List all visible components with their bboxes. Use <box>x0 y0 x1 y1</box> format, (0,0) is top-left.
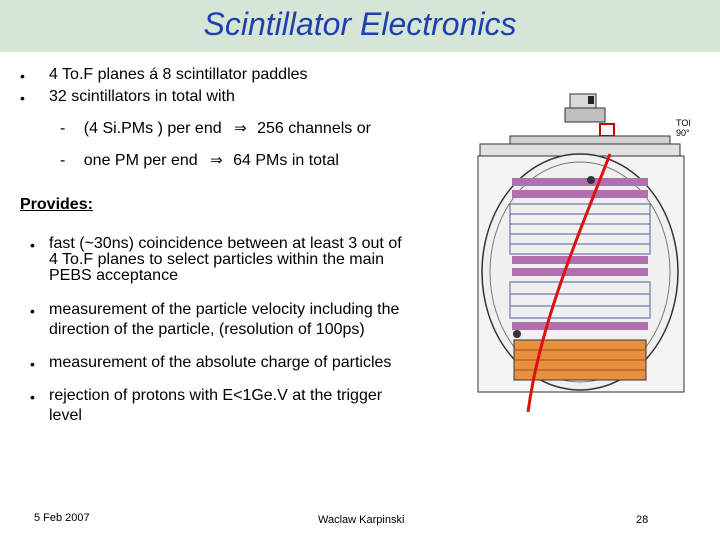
footer-author: Waclaw Karpinski <box>318 514 405 526</box>
top-plate <box>510 136 670 144</box>
intro-bullet: 32 scintillators in total with <box>49 88 235 105</box>
connector <box>600 124 614 136</box>
connector <box>588 96 594 104</box>
bullet-glyph: • <box>30 356 35 372</box>
paddle-row <box>512 322 648 330</box>
pm-housing <box>565 108 605 122</box>
provides-item <box>49 355 391 371</box>
hit-point <box>587 176 595 184</box>
bullet-glyph: • <box>30 237 35 253</box>
sub-option <box>60 119 371 138</box>
sub-text: 64 PMs in total <box>233 152 339 169</box>
implies-arrow-icon: ⇒ <box>210 151 223 169</box>
paddle-row <box>512 190 648 198</box>
tof-detector-diagram <box>470 92 692 412</box>
paddle-row <box>512 178 648 186</box>
item-line: measurement of the absolute charge of particles <box>49 354 392 371</box>
provides-item <box>49 388 382 424</box>
bullet-glyph: • <box>30 303 35 319</box>
item-line: measurement of the particle velocity including the <box>49 301 400 318</box>
paddle-row <box>512 268 648 276</box>
provides-item <box>49 236 402 284</box>
sub-option <box>60 151 339 170</box>
sub-text: one PM per end <box>83 152 198 169</box>
item-line: level <box>49 407 82 424</box>
item-line: 4 To.F planes to select particles within the main <box>49 251 384 268</box>
item-line: rejection of protons with E<1Ge.V at the trigger <box>49 387 383 404</box>
item-line: fast (~30ns) coincidence between at least 3 out of <box>49 235 402 252</box>
page-number: 28 <box>636 514 649 526</box>
implies-arrow-icon: ⇒ <box>234 119 247 137</box>
sub-text: (4 Si.PMs ) per end <box>83 120 222 137</box>
sub-dash: - <box>60 120 66 137</box>
intro-bullet: 4 To.F planes á 8 scintillator paddles <box>49 66 308 83</box>
diagram-label: TOI <box>676 118 691 128</box>
provides-heading: Provides: <box>20 196 93 213</box>
sub-text: 256 channels or <box>257 120 371 137</box>
diagram-label: 90° <box>676 128 690 138</box>
bullet-glyph: • <box>30 389 35 405</box>
bullet-glyph: • <box>20 68 25 84</box>
bullet-glyph: • <box>20 90 25 106</box>
hit-point <box>513 330 521 338</box>
sub-dash: - <box>60 152 66 169</box>
slide-title: Scintillator Electronics <box>203 6 517 42</box>
paddle-row <box>512 256 648 264</box>
provides-item <box>49 302 399 338</box>
item-line: direction of the particle, (resolution of 100ps) <box>49 321 365 338</box>
item-line: PEBS acceptance <box>49 267 178 284</box>
footer-date: 5 Feb 2007 <box>34 512 90 524</box>
